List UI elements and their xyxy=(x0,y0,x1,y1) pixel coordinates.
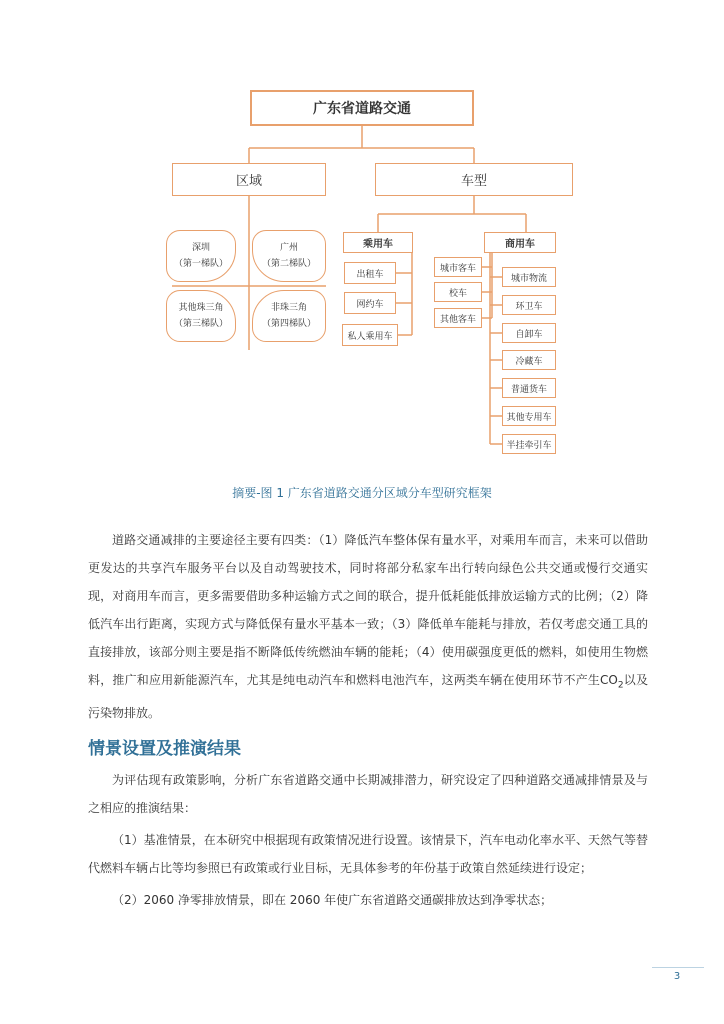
vehicle-other-bus: 其他客车 xyxy=(434,308,482,328)
co2-subscript: 2 xyxy=(617,680,624,691)
vehicle-dump-truck: 自卸车 xyxy=(502,323,556,343)
region-tier: （第一梯队） xyxy=(173,259,228,269)
diagram-passenger-node: 乘用车 xyxy=(343,232,413,253)
paragraph-text: 道路交通减排的主要途径主要有四类：（1）降低汽车整体保有量水平，对乘用车而言，未来可以借助更发达的共享汽车服务平台以及自动驾驶技术，同时将部分私家车出行转向绿色公共交通或慢行交通实现，对商用车而言，更多需要借助多种运输方式之间的联合，提升低耗能低排放运输方式的比例；（2）降低汽车出行距离，实现方式与降低保有量水平基本一致；（3）降低单车能耗与排放，若仅考虑交通工具的直接排放，该部分则主要是指不断降低传统燃油车辆的能耗；（4）使用碳强度更低的燃料，如使用生物燃料，推广和应用新能源汽车，尤其是纯电动汽车和燃料电池汽车，这两类车辆在使用环节不产生 xyxy=(88,533,648,687)
co2-text: CO xyxy=(600,673,618,687)
paragraph-tail: 以及污染物排放。 xyxy=(88,673,648,721)
vehicle-other-special: 其他专用车 xyxy=(502,406,556,426)
region-tier: （第四梯队） xyxy=(261,319,316,329)
vehicle-ride-hailing: 网约车 xyxy=(344,292,396,314)
region-name: 深圳 xyxy=(191,243,210,253)
region-tier: （第三梯队） xyxy=(173,319,228,329)
region-name: 广州 xyxy=(279,243,298,253)
vehicle-city-logistics: 城市物流 xyxy=(502,267,556,287)
region-name: 其他珠三角 xyxy=(178,303,224,313)
vehicle-school-bus: 校车 xyxy=(434,282,482,302)
section-heading: 情景设置及推演结果 xyxy=(88,739,241,759)
vehicle-general-truck: 普通货车 xyxy=(502,378,556,398)
region-tier: （第二梯队） xyxy=(261,259,316,269)
vehicle-taxi: 出租车 xyxy=(344,262,396,284)
diagram-commercial-node: 商用车 xyxy=(484,232,556,253)
vehicle-city-bus: 城市客车 xyxy=(434,257,482,277)
page-rule xyxy=(652,967,704,968)
paragraph-net-zero: （2）2060 净零排放情景，即在 2060 年使广东省道路交通碳排放达到净零状态； xyxy=(112,893,553,907)
vehicle-sanitation: 环卫车 xyxy=(502,295,556,315)
region-non-prd xyxy=(252,290,326,342)
figure-caption: 摘要-图 1 广东省道路交通分区域分车型研究框架 xyxy=(232,486,492,500)
region-name: 非珠三角 xyxy=(270,303,307,313)
vehicle-semi-trailer: 半挂牵引车 xyxy=(502,434,556,454)
paragraph-intro: 为评估现有政策影响，分析广东省道路交通中长期减排潜力，研究设定了四种道路交通减排情景及与之相应的推演结果： xyxy=(88,773,648,815)
region-guangzhou xyxy=(252,230,326,282)
page-number: 3 xyxy=(673,971,681,982)
vehicle-refrigerated: 冷藏车 xyxy=(502,350,556,370)
diagram-vehicle-node: 车型 xyxy=(375,163,573,196)
diagram-region-node: 区域 xyxy=(172,163,326,196)
paragraph-reduction-paths xyxy=(88,526,648,727)
vehicle-private-car: 私人乘用车 xyxy=(342,324,398,346)
region-other-prd xyxy=(166,290,236,342)
paragraph-baseline: （1）基准情景，在本研究中根据现有政策情况进行设置。该情景下，汽车电动化率水平、天然气等替代燃料车辆占比等均参照已有政策或行业目标，无具体参考的年份基于政策自然延续进行设定； xyxy=(88,833,648,875)
diagram-root: 广东省道路交通 xyxy=(250,90,474,126)
